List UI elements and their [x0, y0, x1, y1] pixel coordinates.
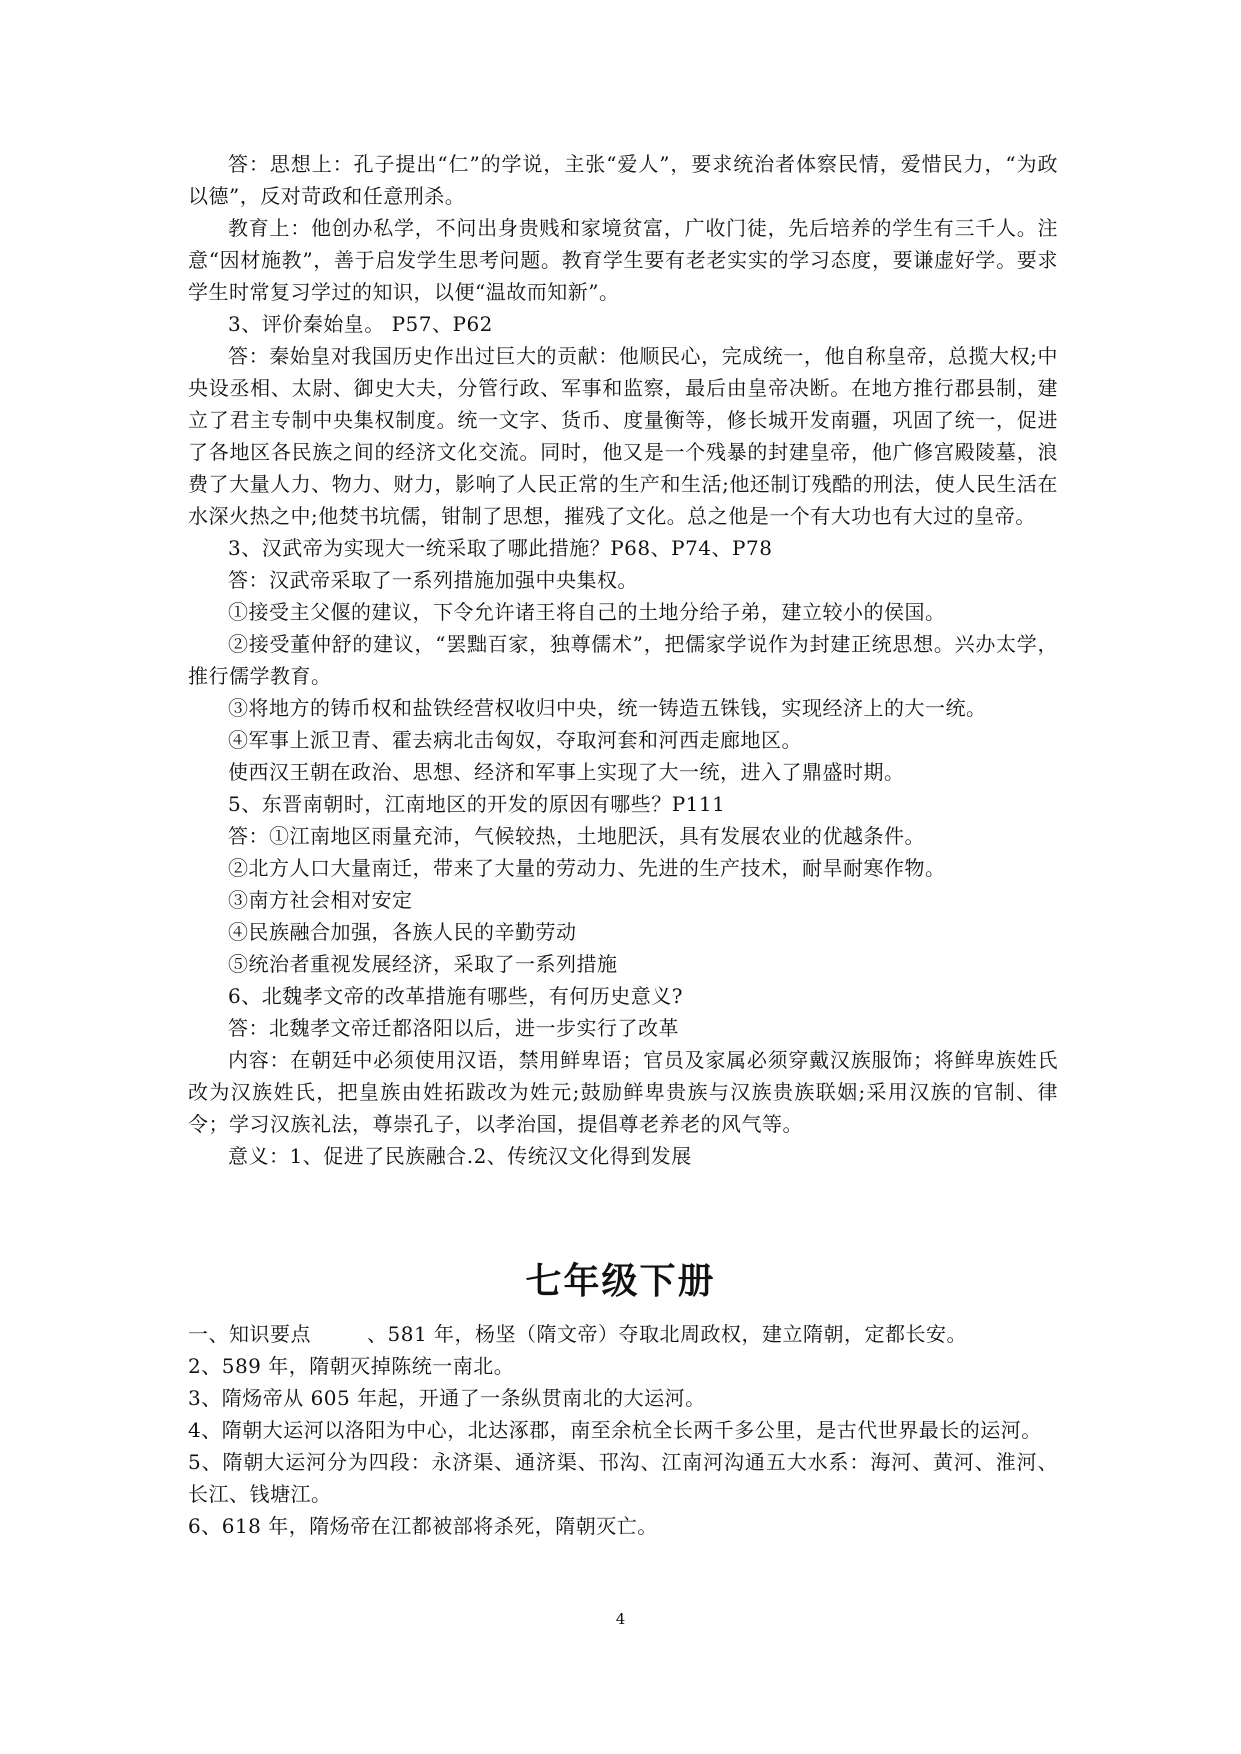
- paragraph: 6、北魏孝文帝的改革措施有哪些，有何历史意义?: [228, 984, 683, 1008]
- paragraph: ③南方社会相对安定: [228, 888, 413, 912]
- paragraph: ②北方人口大量南迁，带来了大量的劳动力、先进的生产技术，耐旱耐寒作物。: [228, 856, 946, 880]
- body-text: [188, 148, 1058, 1172]
- paragraph: ④民族融合加强，各族人民的辛勤劳动: [228, 920, 577, 944]
- paragraph: 答：秦始皇对我国历史作出过巨大的贡献：他顺民心，完成统一，他自称皇帝，总揽大权;中央设丞相、太尉、御史大夫，分管行政、军事和监察，最后由皇帝决断。在地方推行郡县制，建立了君主专制中央集权制度。统一文字、货币、度量衡等，修长城开发南疆，巩固了统一，促进了各地区各民族之间的经济文化交流。同时，他又是一个残暴的封建皇帝，他广修宫殿陵墓，浪费了大量人力、物力、财力，影响了人民正常的生产和生活;他还制订残酷的刑法，使人民生活在水深火热之中;他焚书坑儒，钳制了思想，摧残了文化。总之他是一个有大功也有大过的皇帝。: [188, 344, 1058, 528]
- paragraph: 3、评价秦始皇。 P57、P62: [228, 312, 493, 336]
- paragraph: 教育上：他创办私学，不问出身贵贱和家境贫富，广收门徒，先后培养的学生有三千人。注意“因材施教”，善于启发学生思考问题。教育学生要有老老实实的学习态度，要谦虚好学。要求学生时常复习学过的知识，以便“温故而知新”。: [188, 216, 1058, 304]
- paragraph: ②接受董仲舒的建议，“罢黜百家，独尊儒术”，把儒家学说作为封建正统思想。兴办太学，推行儒学教育。: [188, 632, 1058, 688]
- paragraph: 答：汉武帝采取了一系列措施加强中央集权。: [228, 568, 638, 592]
- section-body: [188, 1318, 1058, 1542]
- knowledge-points-label: 一、知识要点: [188, 1322, 311, 1346]
- paragraph: ⑤统治者重视发展经济，采取了一系列措施: [228, 952, 618, 976]
- paragraph: 答：①江南地区雨量充沛，气候较热，土地肥沃，具有发展农业的优越条件。: [228, 824, 925, 848]
- paragraph: ①接受主父偃的建议，下令允许诸王将自己的土地分给子弟，建立较小的侯国。: [228, 600, 946, 624]
- knowledge-point: 2、589 年，隋朝灭掉陈统一南北。: [188, 1354, 515, 1378]
- paragraph: 使西汉王朝在政治、思想、经济和军事上实现了大一统，进入了鼎盛时期。: [228, 760, 905, 784]
- paragraph: 意义：1、促进了民族融合.2、传统汉文化得到发展: [228, 1144, 692, 1168]
- knowledge-point: 5、隋朝大运河分为四段：永济渠、通济渠、邗沟、江南河沟通五大水系：海河、黄河、淮河、长江、钱塘江。: [188, 1450, 1058, 1506]
- page-number: 4: [615, 1610, 626, 1628]
- paragraph: 答：北魏孝文帝迁都洛阳以后，进一步实行了改革: [228, 1016, 679, 1040]
- knowledge-point: 6、618 年，隋炀帝在江都被部将杀死，隋朝灭亡。: [188, 1514, 658, 1538]
- knowledge-point: 4、隋朝大运河以洛阳为中心，北达涿郡，南至余杭全长两千多公里，是古代世界最长的运河。: [188, 1418, 1042, 1442]
- paragraph: 5、东晋南朝时，江南地区的开发的原因有哪些？P111: [228, 792, 726, 816]
- first-knowledge-line: [188, 1318, 1058, 1350]
- knowledge-point-1: 、581 年，杨坚（隋文帝）夺取北周政权，建立隋朝，定都长安。: [367, 1322, 968, 1346]
- paragraph: ④军事上派卫青、霍去病北击匈奴，夺取河套和河西走廊地区。: [228, 728, 802, 752]
- paragraph: 答：思想上：孔子提出“仁”的学说，主张“爱人”，要求统治者体察民情，爱惜民力，“为政以德”，反对苛政和任意刑杀。: [188, 152, 1058, 208]
- knowledge-point: 3、隋炀帝从 605 年起，开通了一条纵贯南北的大运河。: [188, 1386, 706, 1410]
- paragraph: ③将地方的铸币权和盐铁经营权收归中央，统一铸造五铢钱，实现经济上的大一统。: [228, 696, 987, 720]
- paragraph: 3、汉武帝为实现大一统采取了哪此措施？P68、P74、P78: [228, 536, 773, 560]
- paragraph: 内容：在朝廷中必须使用汉语，禁用鲜卑语；官员及家属必须穿戴汉族服饰；将鲜卑族姓氏改为汉族姓氏，把皇族由姓拓跋改为姓元;鼓励鲜卑贵族与汉族贵族联姻;采用汉族的官制、律令；学习汉族礼法，尊崇孔子，以孝治国，提倡尊老养老的风气等。: [188, 1048, 1058, 1136]
- section-title: 七年级下册: [525, 1261, 716, 1302]
